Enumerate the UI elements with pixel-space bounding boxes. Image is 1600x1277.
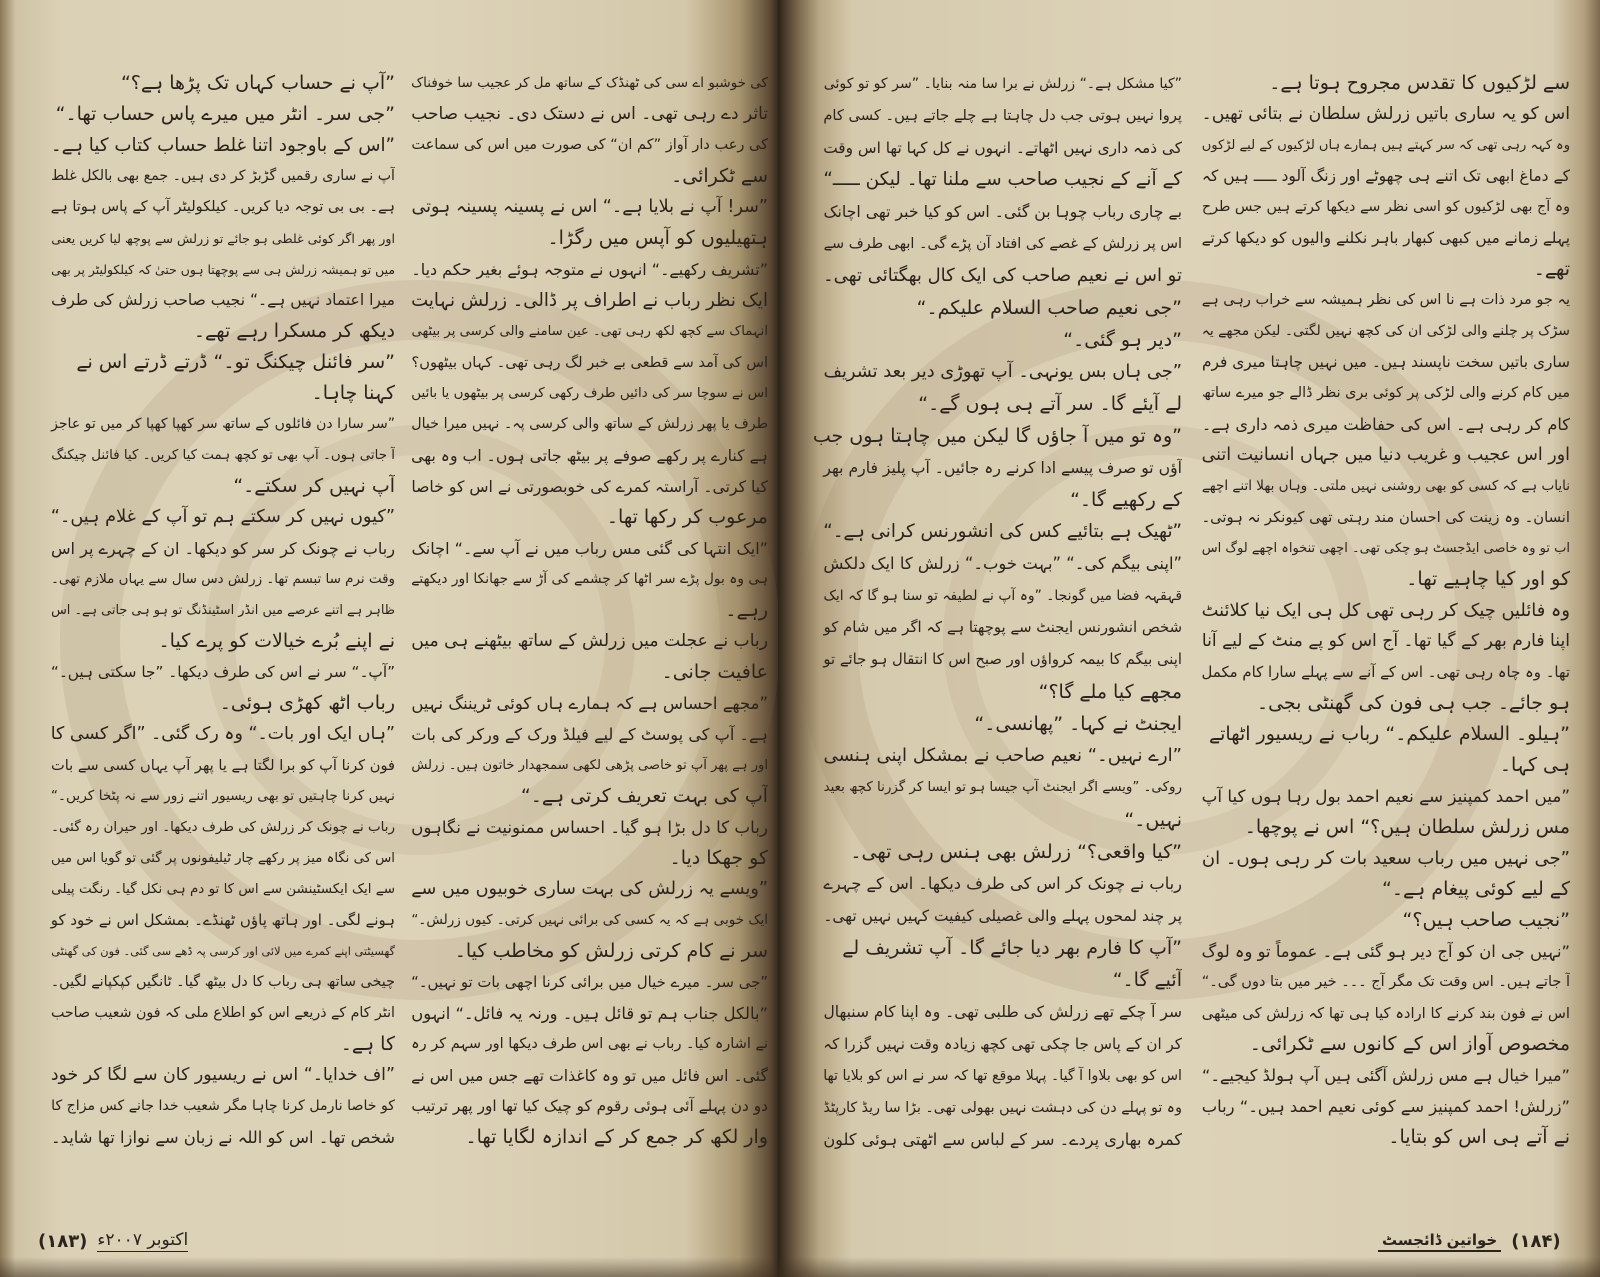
line-text: اپنی بیگم کا بیمہ کرواؤں اور صبح اس کا انتقال ہو جائے تو — [823, 651, 1182, 668]
line-text: ہے کنارے پر رکھے صوفے پر بیٹھ جاتی ہوں۔ اب وہ بھی — [411, 446, 768, 465]
text-line — [40, 874, 395, 905]
text-line — [40, 843, 395, 874]
line-text: مجھے کیا ملے گا؟“ — [1038, 681, 1182, 703]
line-text: ”ایک انتہا کی گئی مس رباب میں نے آپ سے۔“ اچانک — [411, 539, 768, 558]
line-text: کے رکھیے گا۔“ — [1070, 489, 1182, 511]
text-line — [40, 781, 395, 812]
line-text: ساری باتیں سخت ناپسند ہیں۔ میں نہیں چاہتا میری فرم — [1201, 353, 1570, 371]
line-text: نے آتے ہی اس کو بتایا۔ — [1388, 1126, 1570, 1148]
text-line — [812, 68, 1182, 100]
left-page — [0, 0, 778, 1277]
page-number: (۱۸۴) — [1511, 1230, 1561, 1252]
text-line — [400, 1091, 768, 1122]
line-text: وار لکھ کر جمع کر کے اندازہ لگایا تھا۔ — [465, 1126, 768, 1148]
text-line — [40, 657, 395, 688]
page-edge-shadow — [0, 1257, 778, 1277]
line-text: تھے۔ — [1533, 258, 1570, 280]
text-line — [400, 688, 768, 719]
line-text: ”جی سر۔ انٹر میں میرے پاس حساب تھا۔“ — [55, 103, 395, 125]
text-line — [1190, 843, 1570, 874]
line-text: ”جی نعیم صاحب السلام علیکم۔“ — [916, 297, 1182, 319]
line-text: نہیں۔“ — [1124, 809, 1182, 831]
line-text: لے آیئے گا۔ سر آتے ہی ہوں گے۔“ — [918, 393, 1182, 415]
text-line — [1190, 316, 1570, 347]
text-line — [1190, 161, 1570, 192]
line-text: اب تو وہ خاصی ایڈجسٹ ہو چکی تھی۔ اچھی تنخواہ اچھے لوگ اس — [1201, 541, 1570, 556]
line-text: ”جی ہاں بس یونہی۔ آپ تھوڑی دیر بعد تشریف — [823, 361, 1182, 382]
text-line — [400, 781, 768, 812]
text-line — [400, 378, 768, 409]
line-text: میں تو ہمیشہ زرلش ہی سے پوچھتا ہوں حتیٰ کہ کیلکولیٹر پر بھی — [51, 262, 395, 277]
text-line — [40, 1122, 395, 1153]
text-line — [400, 874, 768, 905]
line-text: رباب کا دل بڑا ہو گیا۔ احساس ممنونیت نے نگاہوں — [411, 817, 768, 837]
text-line — [40, 347, 395, 378]
text-line — [1190, 68, 1570, 99]
line-text: ہونے لگی۔ اور ہاتھ پاؤں ٹھنڈے۔ بمشکل اس نے خود کو — [50, 911, 395, 929]
text-line — [812, 804, 1182, 836]
text-line — [1190, 688, 1570, 719]
line-text: ”آپ کا فارم بھر دیا جائے گا۔ آپ تشریف لے — [842, 937, 1182, 959]
text-line — [400, 967, 768, 998]
text-line — [1190, 347, 1570, 378]
text-line — [812, 100, 1182, 132]
line-text: اور اس عجیب و غریب دنیا میں جہاں انسانیت اتنی — [1201, 445, 1570, 465]
text-line — [1190, 1091, 1570, 1122]
text-line — [812, 740, 1182, 772]
line-text: کی ذمہ داری نہیں اٹھاتے۔ انہوں نے کل کہا تھا اس وقت — [823, 139, 1182, 157]
text-line — [40, 750, 395, 781]
text-line — [400, 1029, 768, 1060]
text-line — [40, 285, 395, 316]
text-line — [1190, 378, 1570, 409]
line-text: ”کیا واقعی؟“ زرلش بھی ہنس رہی تھی۔ — [850, 841, 1182, 863]
text-line — [1190, 1060, 1570, 1091]
text-line — [40, 719, 395, 750]
line-text: اس کی آمد سے قطعی بے خبر لگ رہی تھی۔ کہاں بیٹھوں؟ — [411, 354, 768, 371]
page-edge-shadow — [778, 1257, 1600, 1277]
line-text: کو خاصا نارمل کرنا چاہا مگر شعیب خدا جانے کس مزاج کا — [51, 1098, 395, 1114]
text-line — [400, 223, 768, 254]
line-text: رباب نے چونک کر سر کو دیکھا۔ ان کے چہرے پر اس — [50, 539, 395, 558]
line-text: ”آپ۔“ سر نے اس کی طرف دیکھا۔ ”جا سکتی ہیں۔“ — [50, 663, 395, 681]
line-text: رباب نے عجلت میں زرلش کے ساتھ بیٹھنے ہی میں — [411, 631, 768, 651]
text-line — [812, 164, 1182, 196]
line-text: ”مجھے احساس ہے کہ ہمارے ہاں کوئی ٹریننگ نہیں — [411, 694, 768, 713]
text-line — [400, 998, 768, 1029]
text-line — [40, 688, 395, 719]
line-text: کی رعب دار آواز ”کم ان“ کی صورت میں اس کی سماعت — [411, 137, 768, 153]
text-line — [1190, 409, 1570, 440]
line-text: ”دیر ہو گئی۔“ — [1063, 329, 1182, 351]
text-line — [40, 998, 395, 1029]
line-text: ہتھیلیوں کو آپس میں رگڑا۔ — [547, 227, 768, 249]
text-line — [812, 420, 1182, 452]
text-line — [400, 285, 768, 316]
line-text: رہے۔ — [725, 599, 768, 621]
text-line — [1190, 1122, 1570, 1153]
text-line — [40, 254, 395, 285]
text-line — [40, 316, 395, 347]
line-text: اپنا فارم بھر کے گیا تھا۔ آج اس کو پے منٹ کے لیے آنا — [1201, 631, 1570, 651]
text-line — [812, 1060, 1182, 1092]
line-text: آپ کی بہت تعریف کرتی ہے۔“ — [520, 785, 768, 807]
text-line — [812, 1124, 1182, 1156]
text-line — [40, 905, 395, 936]
line-text: کی خوشبو اے سی کی ٹھنڈک کے ساتھ مل کر عجیب سا خوفناک — [411, 75, 768, 91]
text-line — [812, 1092, 1182, 1124]
line-text: ”تشریف رکھیے۔“ انہوں نے متوجہ ہوئے بغیر حکم دیا۔ — [411, 260, 768, 279]
line-text: انسان۔ وہ زینت کی احسان مند رہتی تھی کیونکر نہ ہوتی۔ — [1201, 509, 1570, 526]
text-line — [812, 708, 1182, 740]
line-text: آؤں تو صرف پیسے ادا کرنے رہ جائیں۔ آپ پلیز فارم بھر — [823, 458, 1182, 477]
text-line — [1190, 471, 1570, 502]
line-text: نایاب ہے کہ کسی کو بھی روشنی نہیں ملتی۔ وہاں بھلا اتنے اچھے — [1201, 478, 1570, 494]
line-text: ایک نظر رباب نے اطراف پر ڈالی۔ زرلش نہایت — [411, 290, 768, 311]
line-text: سے ٹکرائی۔ — [671, 165, 768, 187]
line-text: دو دن پہلے آئی ہوئی رقوم کو چیک کیا تھا اور پھر ترتیب — [411, 1097, 768, 1115]
line-text: ”ہیلو۔ السلام علیکم۔“ رباب نے ریسیور اٹھاتے — [1208, 723, 1570, 745]
line-text: وہ آج بھی لڑکیوں کو اسی نظر سے دیکھا کرتے ہیں جس طرح — [1201, 199, 1570, 215]
text-line — [812, 900, 1182, 932]
line-text: نے اپنے بُرے خیالات کو پرے کیا۔ — [158, 630, 395, 652]
page-number: (۱۸۳) — [38, 1230, 88, 1252]
text-line — [40, 409, 395, 440]
line-text: یہ جو مرد ذات ہے نا اس کی نظر ہمیشہ سے خراب رہی ہے — [1201, 292, 1570, 308]
line-text: تاثر دے رہی تھی۔ اس نے دستک دی۔ نجیب صاحب — [411, 104, 768, 124]
text-line — [1190, 502, 1570, 533]
text-line — [812, 388, 1182, 420]
text-line — [40, 626, 395, 657]
line-text: ہے۔ آپ کی پوسٹ کے لیے فیلڈ ورک کے ورکر کی بات — [411, 725, 768, 744]
line-text: کیا کرتی۔ آراستہ کمرے کی خوبصورتی نے اس کو خاصا — [411, 477, 768, 496]
text-line — [812, 932, 1182, 964]
line-text: ”کیوں نہیں کر سکتے ہم تو آپ کے غلام ہیں۔“ — [50, 507, 395, 527]
line-text: مرعوب کر رکھا تھا۔ — [606, 506, 768, 528]
line-text: طرف یا پھر زرلش کے ساتھ والی کرسی پہ۔ نہیں میرا خیال — [411, 416, 768, 432]
line-text: رباب نے چونک کر زرلش کی طرف دیکھا۔ اور حیران رہ گئی۔ — [51, 820, 395, 835]
text-line — [1190, 99, 1570, 130]
line-text: ”اف خدایا۔“ اس نے ریسیور کان سے لگا کر خود — [50, 1065, 395, 1085]
text-line — [40, 1060, 395, 1091]
text-line — [400, 316, 768, 347]
text-line — [1190, 192, 1570, 223]
line-text: ”جی نہیں میں رباب سعید بات کر رہی ہوں۔ ان — [1201, 848, 1570, 869]
text-line — [400, 440, 768, 471]
text-line — [812, 612, 1182, 644]
text-line — [40, 161, 395, 192]
line-text: ”اس کے باوجود اتنا غلط حساب کتاب کیا ہے۔ — [50, 135, 395, 156]
line-text: میرا اعتماد نہیں ہے۔“ نجیب صاحب زرلش کی طرف — [51, 291, 395, 309]
line-text: تھا۔ وہ چاہ رہی تھی۔ اس کے آنے سے پہلے سارا کام مکمل — [1201, 663, 1570, 681]
line-text: ایک خوبی ہے کہ یہ کسی کی برائی نہیں کرتی۔ کیوں زرلش۔“ — [411, 912, 768, 928]
text-line — [400, 564, 768, 595]
line-text: فون کرنا آپ کو برا لگتا ہے یا پھر آپ یہاں کسی سے بات — [50, 757, 395, 774]
text-line — [400, 1122, 768, 1153]
page-footer — [1378, 1226, 1561, 1256]
line-text: اس کو بھی بلاوا آ گیا۔ پہلا موقع تھا کہ سر نے اس کو بلایا تھا — [823, 1068, 1182, 1084]
line-text: آئیے گا۔“ — [1112, 969, 1182, 991]
line-text: اور ہے پھر آپ تو خاصی پڑھی لکھی سمجھدار خاتون ہیں۔ زرلش — [411, 758, 768, 773]
text-line — [400, 843, 768, 874]
text-line — [400, 347, 768, 378]
text-line — [1190, 254, 1570, 285]
text-line — [812, 452, 1182, 484]
text-line — [1190, 874, 1570, 905]
text-line — [40, 99, 395, 130]
text-line — [1190, 533, 1570, 564]
line-text: آپ نہیں کر سکتے۔“ — [233, 475, 395, 497]
line-text: آپ نے ساری رقمیں گڑبڑ کر دی ہیں۔ جمع بھی بالکل غلط — [51, 168, 395, 184]
line-text: اس کی نگاہ میز پر رکھے چار ٹیلیفونوں پر گئی تو گویا اس میں — [50, 851, 395, 866]
line-text: انٹر کام کے ذریعے اس کو اطلاع ملی کہ فون شعیب صاحب — [50, 1005, 395, 1021]
text-line — [400, 812, 768, 843]
text-line — [812, 132, 1182, 164]
line-text: گھسیٹتی اپنے کمرے میں لائی اور کرسی پہ ڈھے سی گئی۔ فون کی گھنٹی — [51, 944, 395, 958]
line-text: کر ان کے پاس جا چکی تھی کچھ زیادہ وقت نہیں گزرا کہ — [823, 1035, 1182, 1053]
line-text: ”میرا خیال ہے مس زرلش آگئی ہیں آپ ہولڈ کیجیے۔“ — [1201, 1066, 1570, 1085]
line-text: ”سر! آپ نے بلایا ہے۔“ اس نے پسینہ پسینہ ہوتی — [411, 197, 768, 217]
text-line — [1190, 440, 1570, 471]
text-line — [400, 1060, 768, 1091]
line-text: اس کو یہ ساری باتیں زرلش سلطان نے بتائی تھیں۔ — [1201, 104, 1570, 124]
line-text: وہ تو پہلے دن کی دہشت نہیں بھولی تھی۔ بڑا سا ریڈ کارپٹڈ — [823, 1100, 1182, 1116]
line-text: کو اور کیا چاہیے تھا۔ — [1406, 568, 1570, 590]
line-text: ہی کہا۔ — [1499, 754, 1570, 776]
text-line — [400, 626, 768, 657]
text-line — [812, 772, 1182, 804]
line-text: اس پر زرلش کے غصے کی افتاد آن پڑے گی۔ ابھی طرف سے — [823, 236, 1182, 252]
text-line — [40, 1029, 395, 1060]
text-line — [40, 130, 395, 161]
text-line — [1190, 750, 1570, 781]
text-line — [812, 196, 1182, 228]
text-line — [1190, 595, 1570, 626]
text-line — [812, 548, 1182, 580]
text-line — [1190, 223, 1570, 254]
right-page — [778, 0, 1600, 1277]
text-line — [812, 324, 1182, 356]
line-text: ”ہاں ایک اور بات۔“ وہ رک گئی۔ ”اگر کسی کا — [50, 724, 395, 744]
text-line — [400, 905, 768, 936]
line-text: شخص تھا۔ اس کو اللہ نے زبان سے نوازا تھا شاید۔ — [51, 1128, 395, 1147]
text-line — [40, 1091, 395, 1122]
line-text: کمرہ بھاری پردے۔ سر کے لباس سے اٹھتی ہوئی کلون — [823, 1130, 1182, 1149]
text-line — [40, 378, 395, 409]
page-footer — [38, 1226, 188, 1256]
text-line — [400, 595, 768, 626]
text-line — [40, 564, 395, 595]
line-text: سے لڑکیوں کا تقدس مجروح ہوتا ہے۔ — [1269, 72, 1570, 94]
line-text: نہیں کرنا چاہتیں تو بھی ریسیور اتنے زور سے نہ پٹخا کریں۔“ — [50, 788, 395, 804]
line-text: ”نجیب صاحب ہیں؟“ — [1402, 909, 1570, 931]
text-line — [812, 580, 1182, 612]
text-line — [400, 161, 768, 192]
text-line — [812, 292, 1182, 324]
line-text: سر نے کام کرتی زرلش کو مخاطب کیا۔ — [454, 940, 768, 962]
line-text: ”وہ تو میں آ جاؤں گا لیکن میں چاہتا ہوں جب — [812, 425, 1182, 447]
line-text: مس زرلش سلطان ہیں؟“ اس نے پوچھا۔ — [1244, 816, 1570, 838]
issue-date: اکتوبر ۲۰۰۷ء — [97, 1230, 189, 1250]
text-line — [1190, 626, 1570, 657]
line-text: پہلے زمانے میں کبھی کبھار باہر نکلنے والیوں کو دیکھا کرتے — [1201, 229, 1570, 247]
line-text: بے چاری رباب چوہا بن گئی۔ اس کو کیا خبر تھی اچانک — [823, 202, 1182, 221]
column-left — [812, 68, 1182, 1156]
text-line — [812, 356, 1182, 388]
text-line — [1190, 130, 1570, 161]
text-line — [1190, 812, 1570, 843]
line-text: اس نے فون بند کرنے کا ارادہ کیا ہی تھا کہ زرلش کی میٹھی — [1201, 1005, 1570, 1022]
line-text: کہنا چاہا۔ — [311, 382, 395, 404]
line-text: ایجنٹ نے کہا۔ ”پھانسی۔“ — [974, 713, 1182, 735]
text-line — [1190, 285, 1570, 316]
text-line — [812, 516, 1182, 548]
line-text: کے آنے کے نجیب صاحب سے ملنا تھا۔ لیکن ـــــ“ — [823, 169, 1182, 190]
text-line — [400, 254, 768, 285]
text-line — [1190, 1029, 1570, 1060]
text-line — [812, 1028, 1182, 1060]
column-right — [1190, 68, 1570, 1153]
text-line — [812, 228, 1182, 260]
line-text: ”کیا مشکل ہے۔“ زرلش نے برا سا منہ بنایا۔ ”سر کو تو کوئی — [823, 76, 1182, 92]
line-text: ”بالکل جناب ہم تو قائل ہیں۔ ورنہ یہ فائل۔“ انہوں — [411, 1004, 768, 1023]
line-text: ”جی سر۔ میرے خیال میں برائی کرنا اچھی بات تو نہیں۔“ — [411, 973, 768, 991]
line-text: کام کر رہی ہے۔ اس کی حفاظت میری ذمہ داری ہے۔ — [1201, 415, 1570, 434]
magazine-logo: خواتین ڈائجسٹ — [1378, 1231, 1501, 1252]
line-text: کا ہے۔ — [340, 1033, 395, 1055]
line-text: ”ٹھیک ہے بتائیے کس کی انشورنس کرانی ہے۔“ — [823, 521, 1182, 542]
line-text: ”میں احمد کمپنیز سے نعیم احمد بول رہا ہوں کیا آپ — [1201, 786, 1570, 806]
line-text: رباب اٹھ کھڑی ہوئی۔ — [219, 692, 395, 714]
text-line — [1190, 564, 1570, 595]
line-text: نے اشارہ کیا۔ رباب نے بھی اس طرف دیکھا اور سہم کر رہ — [411, 1036, 768, 1052]
line-text: ”سر سارا دن فائلوں کے ساتھ سر کھپا کھپا کر میں تو عاجز — [51, 416, 395, 432]
text-line — [812, 484, 1182, 516]
line-text: ظاہر ہے اتنے عرصے میں انڈر اسٹینڈنگ تو ہو ہی جاتی ہے۔ اس — [51, 603, 395, 618]
text-line — [400, 533, 768, 564]
line-text: ہو جائے۔ جب ہی فون کی گھنٹی بجی۔ — [1256, 692, 1570, 714]
line-text: ”آپ نے حساب کہاں تک پڑھا ہے؟“ — [120, 72, 395, 94]
text-line — [40, 936, 395, 967]
text-line — [1190, 936, 1570, 967]
line-text: وقت نرم سا تبسم تھا۔ زرلش دس سال سے یہاں ملازم تھی۔ — [51, 572, 395, 587]
line-text: میں کام کرنے والی لڑکی پر کوئی بری نظر ڈالے جو میرے ساتھ — [1201, 385, 1570, 401]
line-text: آ جاتے ہیں۔ اس وقت تک مگر آج ۔۔۔ خیر میں بتا دوں گی۔“ — [1201, 974, 1570, 990]
text-line — [400, 936, 768, 967]
line-text: کے دماغ ابھی تک اتنے ہی چھوٹے اور زنگ آلود ـــــ ہیں کہ — [1201, 167, 1570, 185]
text-line — [40, 471, 395, 502]
line-text: تو اس نے نعیم صاحب کی ایک کال بھگتائی تھی۔ — [823, 265, 1182, 286]
line-text: قہقہہ فضا میں گونجا۔ ”وہ آپ نے لطیفہ تو سنا ہو گا کہ ایک — [823, 588, 1182, 604]
line-text: چیخی ساتھ ہی رباب کا دل بیٹھ گیا۔ ٹانگیں کپکپانے لگیں۔ — [50, 974, 395, 990]
line-text: سر آ چکے تھے زرلش کی طلبی تھی۔ وہ اپنا کام سنبھال — [823, 1003, 1182, 1021]
line-text: ”اپنی بیگم کی۔“ ”بہت خوب۔“ زرلش کا ایک دلکش — [823, 554, 1182, 573]
line-text: شخص انشورنس ایجنٹ سے پوچھتا ہے کہ اگر میں شام کو — [823, 619, 1182, 636]
line-text: ہے۔ بی بی توجہ دیا کریں۔ کیلکولیٹر آپ کے پاس ہوتا ہے — [50, 199, 395, 215]
text-line — [40, 812, 395, 843]
text-line — [1190, 967, 1570, 998]
text-line — [812, 260, 1182, 292]
text-line — [1190, 719, 1570, 750]
line-text: روکی۔ ”ویسے اگر ایجنٹ آپ جیسا ہو تو ایسا کر گزرنا کچھ بعید — [823, 780, 1182, 795]
line-text: ہی وہ بول پڑے سر اٹھا کر چشمے کی آڑ سے جھانکا اور دیکھتے — [411, 571, 768, 587]
text-line — [1190, 657, 1570, 688]
text-line — [812, 964, 1182, 996]
line-text: ”ارے نہیں۔“ نعیم صاحب نے بمشکل اپنی ہنسی — [823, 745, 1182, 766]
text-line — [40, 68, 395, 99]
text-line — [812, 644, 1182, 676]
text-line — [400, 99, 768, 130]
text-line — [400, 130, 768, 161]
text-line — [400, 471, 768, 502]
text-line — [812, 868, 1182, 900]
text-line — [40, 502, 395, 533]
text-line — [40, 967, 395, 998]
column-right — [400, 68, 768, 1153]
text-line — [1190, 905, 1570, 936]
line-text: اس نے سوچا سر کی دائیں طرف رکھی کرسی پر بیٹھوں یا بائیں — [411, 385, 768, 401]
text-line — [400, 719, 768, 750]
text-line — [40, 595, 395, 626]
text-line — [400, 750, 768, 781]
column-left — [40, 68, 395, 1153]
text-line — [40, 192, 395, 223]
line-text: کو جھکا دیا۔ — [669, 847, 768, 869]
text-line — [400, 502, 768, 533]
line-text: اور پھر اگر کوئی غلطی ہو جائے تو زرلش سے پوچھ لیا کریں یعنی — [51, 231, 395, 246]
line-text: عافیت جانی۔ — [661, 661, 768, 683]
line-text: گئی۔ اس فائل میں تو وہ کاغذات تھے جس میں اس نے — [411, 1066, 768, 1085]
line-text: ”سر فائنل چیکنگ تو۔“ ڈرتے ڈرتے اس نے — [76, 351, 395, 373]
line-text: وہ کہہ رہی تھی کہ سر کہتے ہیں ہمارے ہاں لڑکیوں کے لیے لڑکوں — [1201, 138, 1570, 153]
line-text: پر چند لمحوں پہلے والی غصیلی کیفیت کہیں نہیں تھی۔ — [823, 907, 1182, 925]
line-text: انہماک سے کچھ لکھ رہی تھی۔ عین سامنے والی کرسی پر بیٹھی — [411, 324, 768, 339]
text-line — [400, 657, 768, 688]
text-line — [1190, 781, 1570, 812]
line-text: دیکھ کر مسکرا رہے تھے۔ — [193, 320, 395, 342]
text-line — [400, 192, 768, 223]
text-line — [40, 533, 395, 564]
text-line — [400, 68, 768, 99]
line-text: وہ فائلیں چیک کر رہی تھی کل ہی ایک نیا کلائنٹ — [1201, 600, 1570, 621]
line-text: پروا نہیں ہوتی جب دل چاہتا ہے چلے جاتے ہیں۔ کسی کام — [823, 107, 1182, 124]
text-line — [812, 676, 1182, 708]
text-line — [812, 836, 1182, 868]
line-text: ”نہیں جی ان کو آج دیر ہو گئی ہے۔ عموماً تو وہ لوگ — [1201, 942, 1570, 961]
line-text: سے ایک ایکسٹینشن سے اس کا تو دم ہی نکل گیا۔ رنگت پیلی — [51, 881, 395, 897]
text-line — [400, 409, 768, 440]
line-text: رباب نے چونک کر اس کی طرف دیکھا۔ اس کے چہرے — [823, 874, 1182, 893]
line-text: کے لیے کوئی پیغام ہے۔“ — [1382, 878, 1570, 900]
text-line — [1190, 998, 1570, 1029]
line-text: سڑک پر چلنے والی لڑکی ان کی کچھ نہیں لگتی۔ لیکن مجھے یہ — [1201, 323, 1570, 339]
line-text: مخصوص آواز اس کے کانوں سے ٹکرائی۔ — [1249, 1033, 1570, 1055]
text-line — [40, 440, 395, 471]
line-text: آ جاتی ہوں۔ آپ بھی تو کچھ ہمت کیا کریں۔ کیا فائنل چیکنگ — [51, 448, 395, 463]
line-text: ”زرلش! احمد کمپنیز سے کوئی نعیم احمد ہیں۔“ رباب — [1201, 1097, 1570, 1116]
text-line — [40, 223, 395, 254]
line-text: ”ویسے یہ زرلش کی بہت ساری خوبیوں میں سے — [411, 879, 768, 899]
text-line — [812, 996, 1182, 1028]
